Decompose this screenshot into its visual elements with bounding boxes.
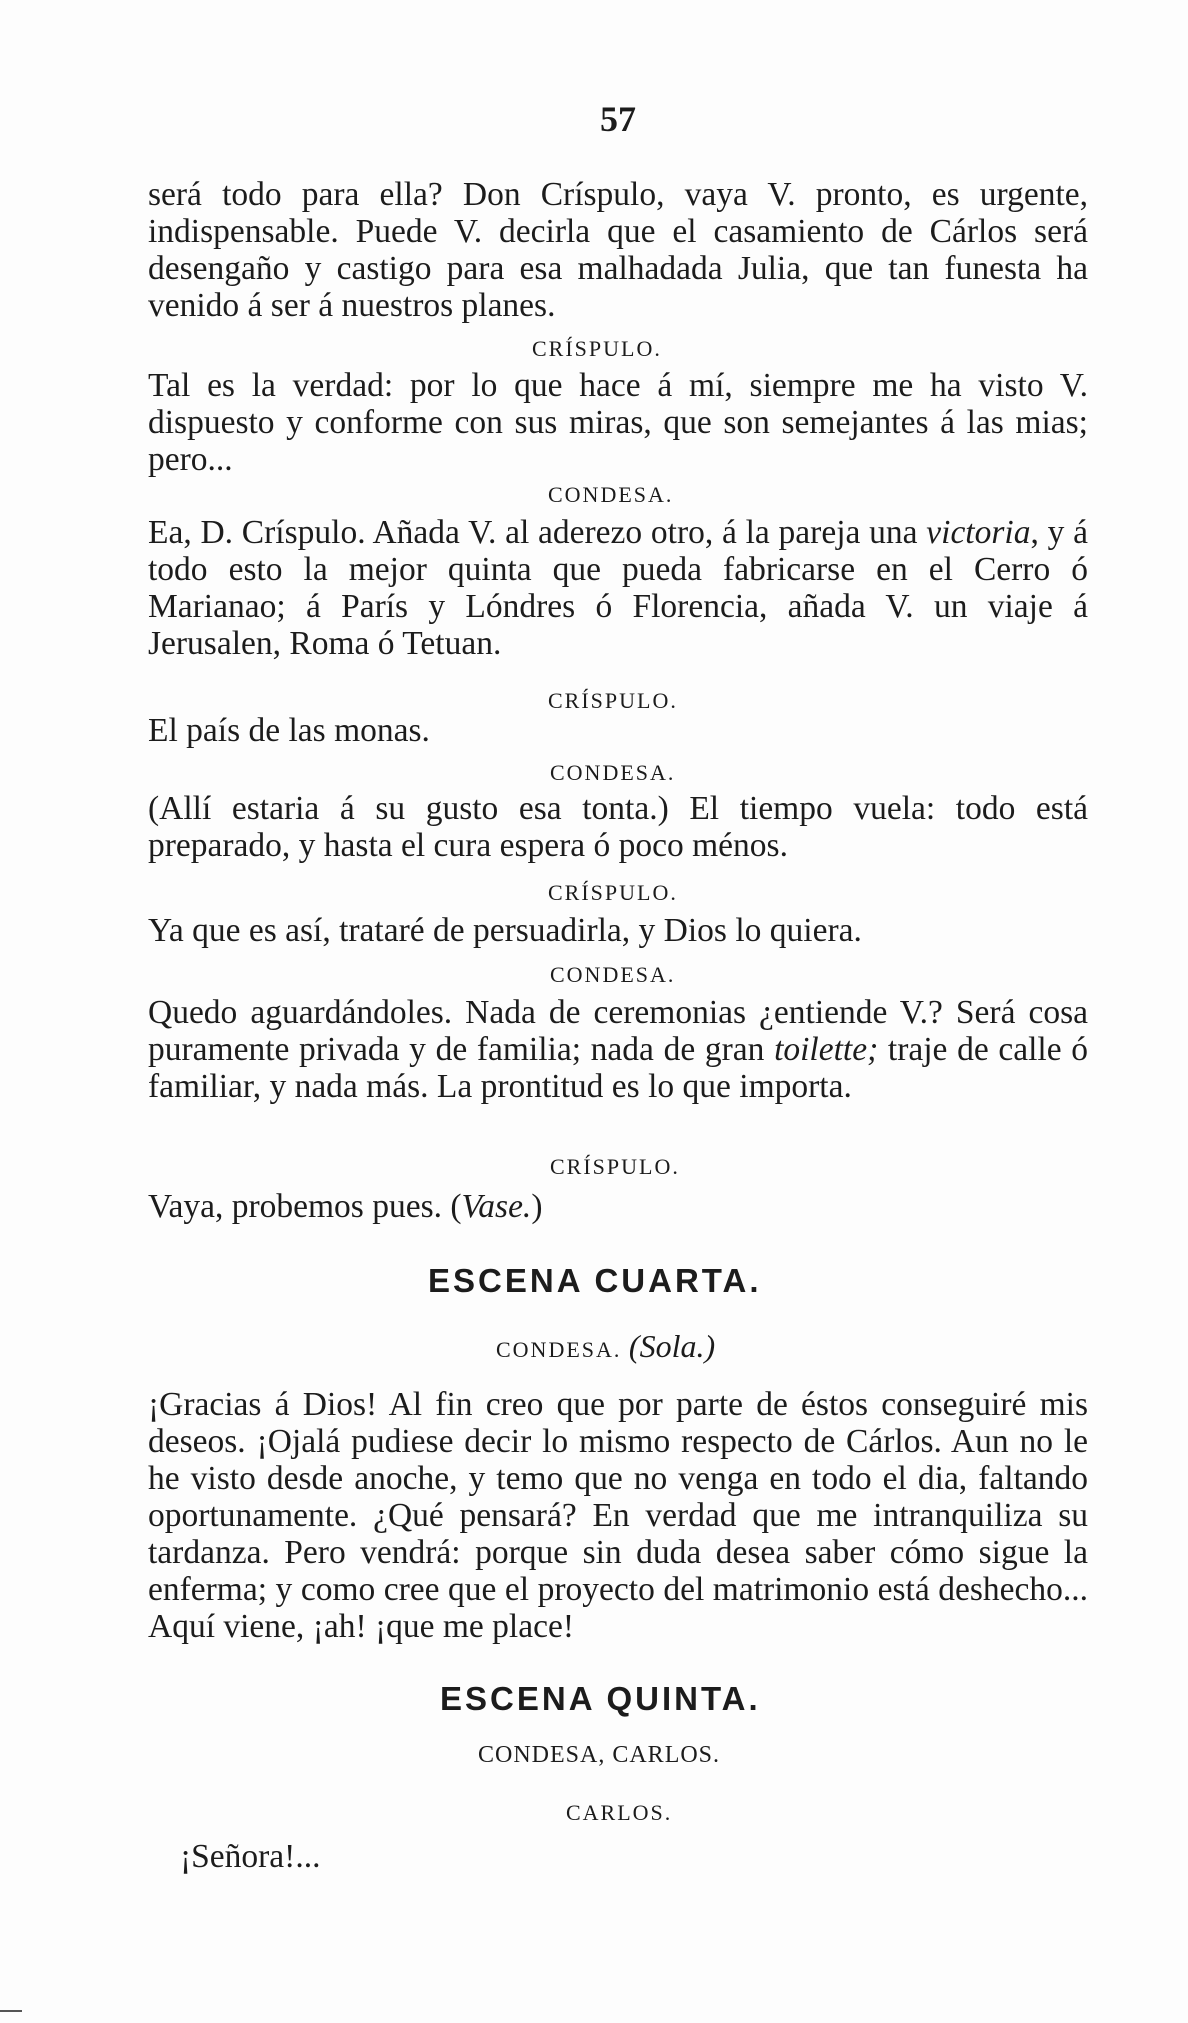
text-block xyxy=(148,790,1088,864)
scene-heading: ESCENA QUINTA. xyxy=(440,1680,761,1717)
speaker-label: CONDESA. xyxy=(548,482,674,507)
dialogue-paragraph: Ya que es así, trataré de persuadirla, y Dios lo quiera. xyxy=(148,912,862,949)
text-block xyxy=(180,1838,480,1875)
speaker-label: CARLOS. xyxy=(566,1800,673,1825)
speaker-label: CRÍSPULO. xyxy=(548,688,678,713)
speaker-label: CONDESA. xyxy=(550,760,676,785)
stage-direction: (Sola.) xyxy=(628,1328,716,1364)
text-block xyxy=(148,712,1088,749)
dialogue-paragraph xyxy=(148,1188,1088,1225)
italic-word: toilette; xyxy=(774,1031,879,1068)
dialogue-paragraph: El país de las monas. xyxy=(148,712,430,749)
scene-heading: ESCENA CUARTA. xyxy=(428,1262,762,1299)
dialogue-paragraph: ¡Señora!... xyxy=(180,1838,321,1875)
paragraph-text: ) xyxy=(531,1188,543,1225)
dialogue-paragraph xyxy=(148,994,1088,1105)
stage-direction: Vase. xyxy=(461,1188,532,1225)
speaker-label: CRÍSPULO. xyxy=(550,1154,680,1179)
paragraph-text: , y á todo esto la mejor quinta que pueda fabricarse en el Cerro ó Marianao; á París y Lóndres ó Florencia, añada V. un viaje á Jerusalen, Roma ó Tetuan. xyxy=(148,514,1088,662)
paragraph-text: traje de calle ó familiar, y nada más. La prontitud es lo que importa. xyxy=(148,1031,1088,1105)
cast-list: CONDESA, CARLOS. xyxy=(478,1742,721,1768)
speaker-label: CRÍSPULO. xyxy=(532,336,662,361)
paragraph-text: Quedo aguardándoles. Nada de ceremonias ¿entiende V.? Será cosa puramente privada y de familia; nada de gran xyxy=(148,994,1088,1068)
speaker-label: CONDESA. xyxy=(550,962,676,987)
dialogue-paragraph: Tal es la verdad: por lo que hace á mí, siempre me ha visto V. dispuesto y conforme con sus miras, que son semejantes á las mias; pero... xyxy=(148,367,1088,478)
speaker-label: CRÍSPULO. xyxy=(548,880,678,905)
italic-word: victoria xyxy=(926,514,1031,551)
text-block xyxy=(148,176,1088,324)
speaker-label xyxy=(496,1328,715,1365)
paragraph-text: Ea, D. Críspulo. Añada V. al aderezo otro, á la pareja una xyxy=(148,514,927,551)
dialogue-paragraph: ¡Gracias á Dios! Al fin creo que por parte de éstos conseguiré mis deseos. ¡Ojalá pudiese decir lo mismo respecto de Cárlos. Aun no le he visto desde anoche, y temo que no venga en todo el dia, faltando oportunamente. ¿Qué pensará? En verdad que me intranquiliza su tardanza. Pero vendrá: porque sin duda desea saber cómo sigue la enferma; y como cree que el proyecto del matrimonio está deshecho... Aquí viene, ¡ah! ¡que me place! xyxy=(148,1386,1088,1645)
edge-mark xyxy=(0,2010,22,2012)
text-block xyxy=(148,514,1088,662)
dialogue-paragraph: (Allí estaria á su gusto esa tonta.) El tiempo vuela: todo está preparado, y hasta el cura espera ó poco ménos. xyxy=(148,790,1088,864)
paragraph-text: Vaya, probemos pues. ( xyxy=(148,1188,462,1225)
dialogue-paragraph: será todo para ella? Don Críspulo, vaya V. pronto, es urgente, indispensable. Puede V. decirla que el casamiento de Cárlos será desengaño y castigo para esa malhadada Julia, que tan funesta ha venido á ser á nuestros planes. xyxy=(148,176,1088,324)
text-block xyxy=(148,1386,1088,1645)
text-block xyxy=(148,912,1088,949)
text-block xyxy=(148,367,1088,478)
dialogue-paragraph xyxy=(148,514,1088,662)
text-block xyxy=(148,994,1088,1105)
speaker-name: CONDESA. xyxy=(496,1337,629,1362)
page-number: 57 xyxy=(600,99,636,139)
text-block xyxy=(148,1188,1088,1225)
